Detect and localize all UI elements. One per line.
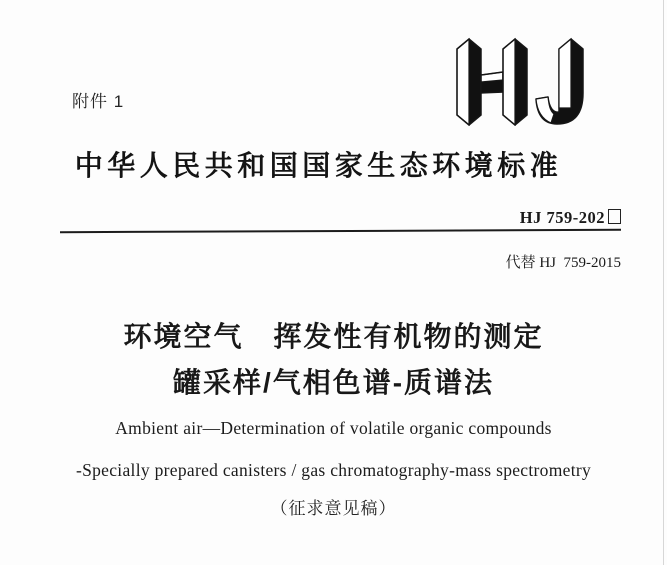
draft-status-note: （征求意见稿） [270,499,397,518]
standard-number-text: HJ 759-202 [519,208,605,227]
title-en-line1: Ambient air—Determination of volatile organic compounds [115,418,552,438]
title-cn-line1: 环境空气 挥发性有机物的测定 [123,321,544,352]
title-cn-line2: 罐采样/气相色谱-质谱法 [172,367,495,398]
title-en-line2: -Specially prepared canisters / gas chromatography-mass spectrometry [75,460,592,480]
year-placeholder-box [608,209,621,224]
standard-number [492,188,621,248]
hj-logo [454,36,592,126]
attachment-label: 附件 1 [72,92,125,111]
national-standard-heading: 中华人民共和国国家生态环境标准 [74,151,563,182]
document-title-cn [0,314,667,406]
replaces-note: 代替 HJ 759-2015 [505,255,621,271]
hj-logo-icon [454,36,592,126]
